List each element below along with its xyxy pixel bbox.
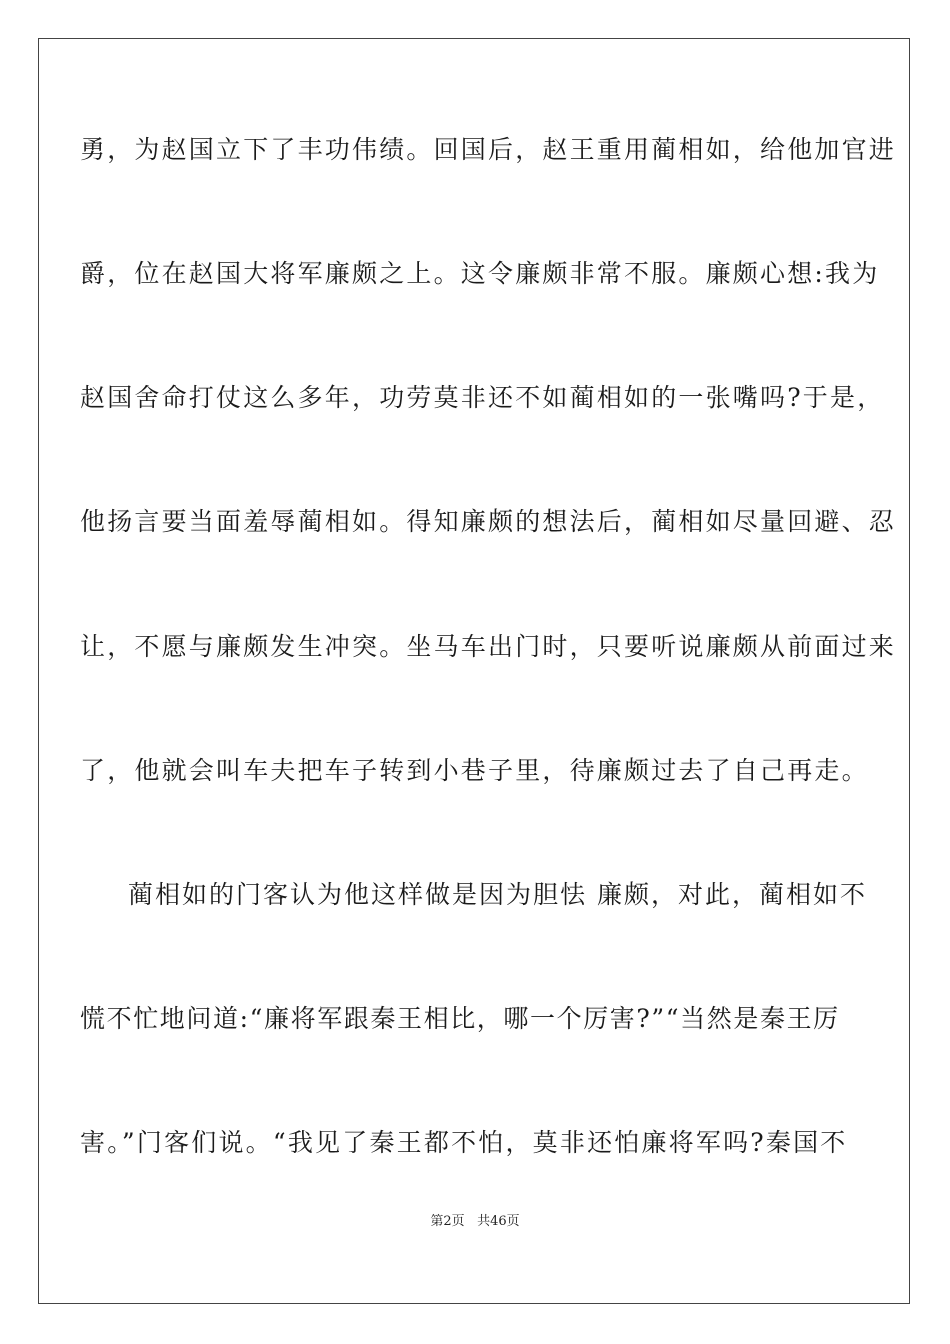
- page-footer: [0, 1210, 950, 1229]
- page-number: 第2页: [430, 1214, 465, 1229]
- text-line-4: 他扬言要当面羞辱蔺相如。得知廉颇的想法后，蔺相如尽量回避、忍: [80, 507, 897, 536]
- text-line-6: 了，他就会叫车夫把车子转到小巷子里，待廉颇过去了自己再走。: [80, 756, 869, 785]
- text-line-8: 慌不忙地问道:“廉将军跟秦王相比，哪一个厉害?”“当然是秦王厉: [80, 1004, 840, 1033]
- text-line-1: 勇，为赵国立下了丰功伟绩。回国后，赵王重用蔺相如，给他加官进: [80, 135, 897, 164]
- page-frame: [38, 38, 910, 1304]
- text-line-5: 让，不愿与廉颇发生冲突。坐马车出门时，只要听说廉颇从前面过来: [80, 632, 897, 661]
- text-line-7: 蔺相如的门客认为他这样做是因为胆怯 廉颇，对此，蔺相如不: [128, 880, 867, 909]
- text-line-3: 赵国舍命打仗这么多年，功劳莫非还不如蔺相如的一张嘴吗?于是，: [80, 383, 885, 412]
- text-line-2: 爵，位在赵国大将军廉颇之上。这令廉颇非常不服。廉颇心想:我为: [80, 259, 880, 288]
- page-total: 共46页: [477, 1214, 520, 1229]
- text-line-9: 害。”门客们说。“我见了秦王都不怕，莫非还怕廉将军吗?秦国不: [80, 1128, 848, 1157]
